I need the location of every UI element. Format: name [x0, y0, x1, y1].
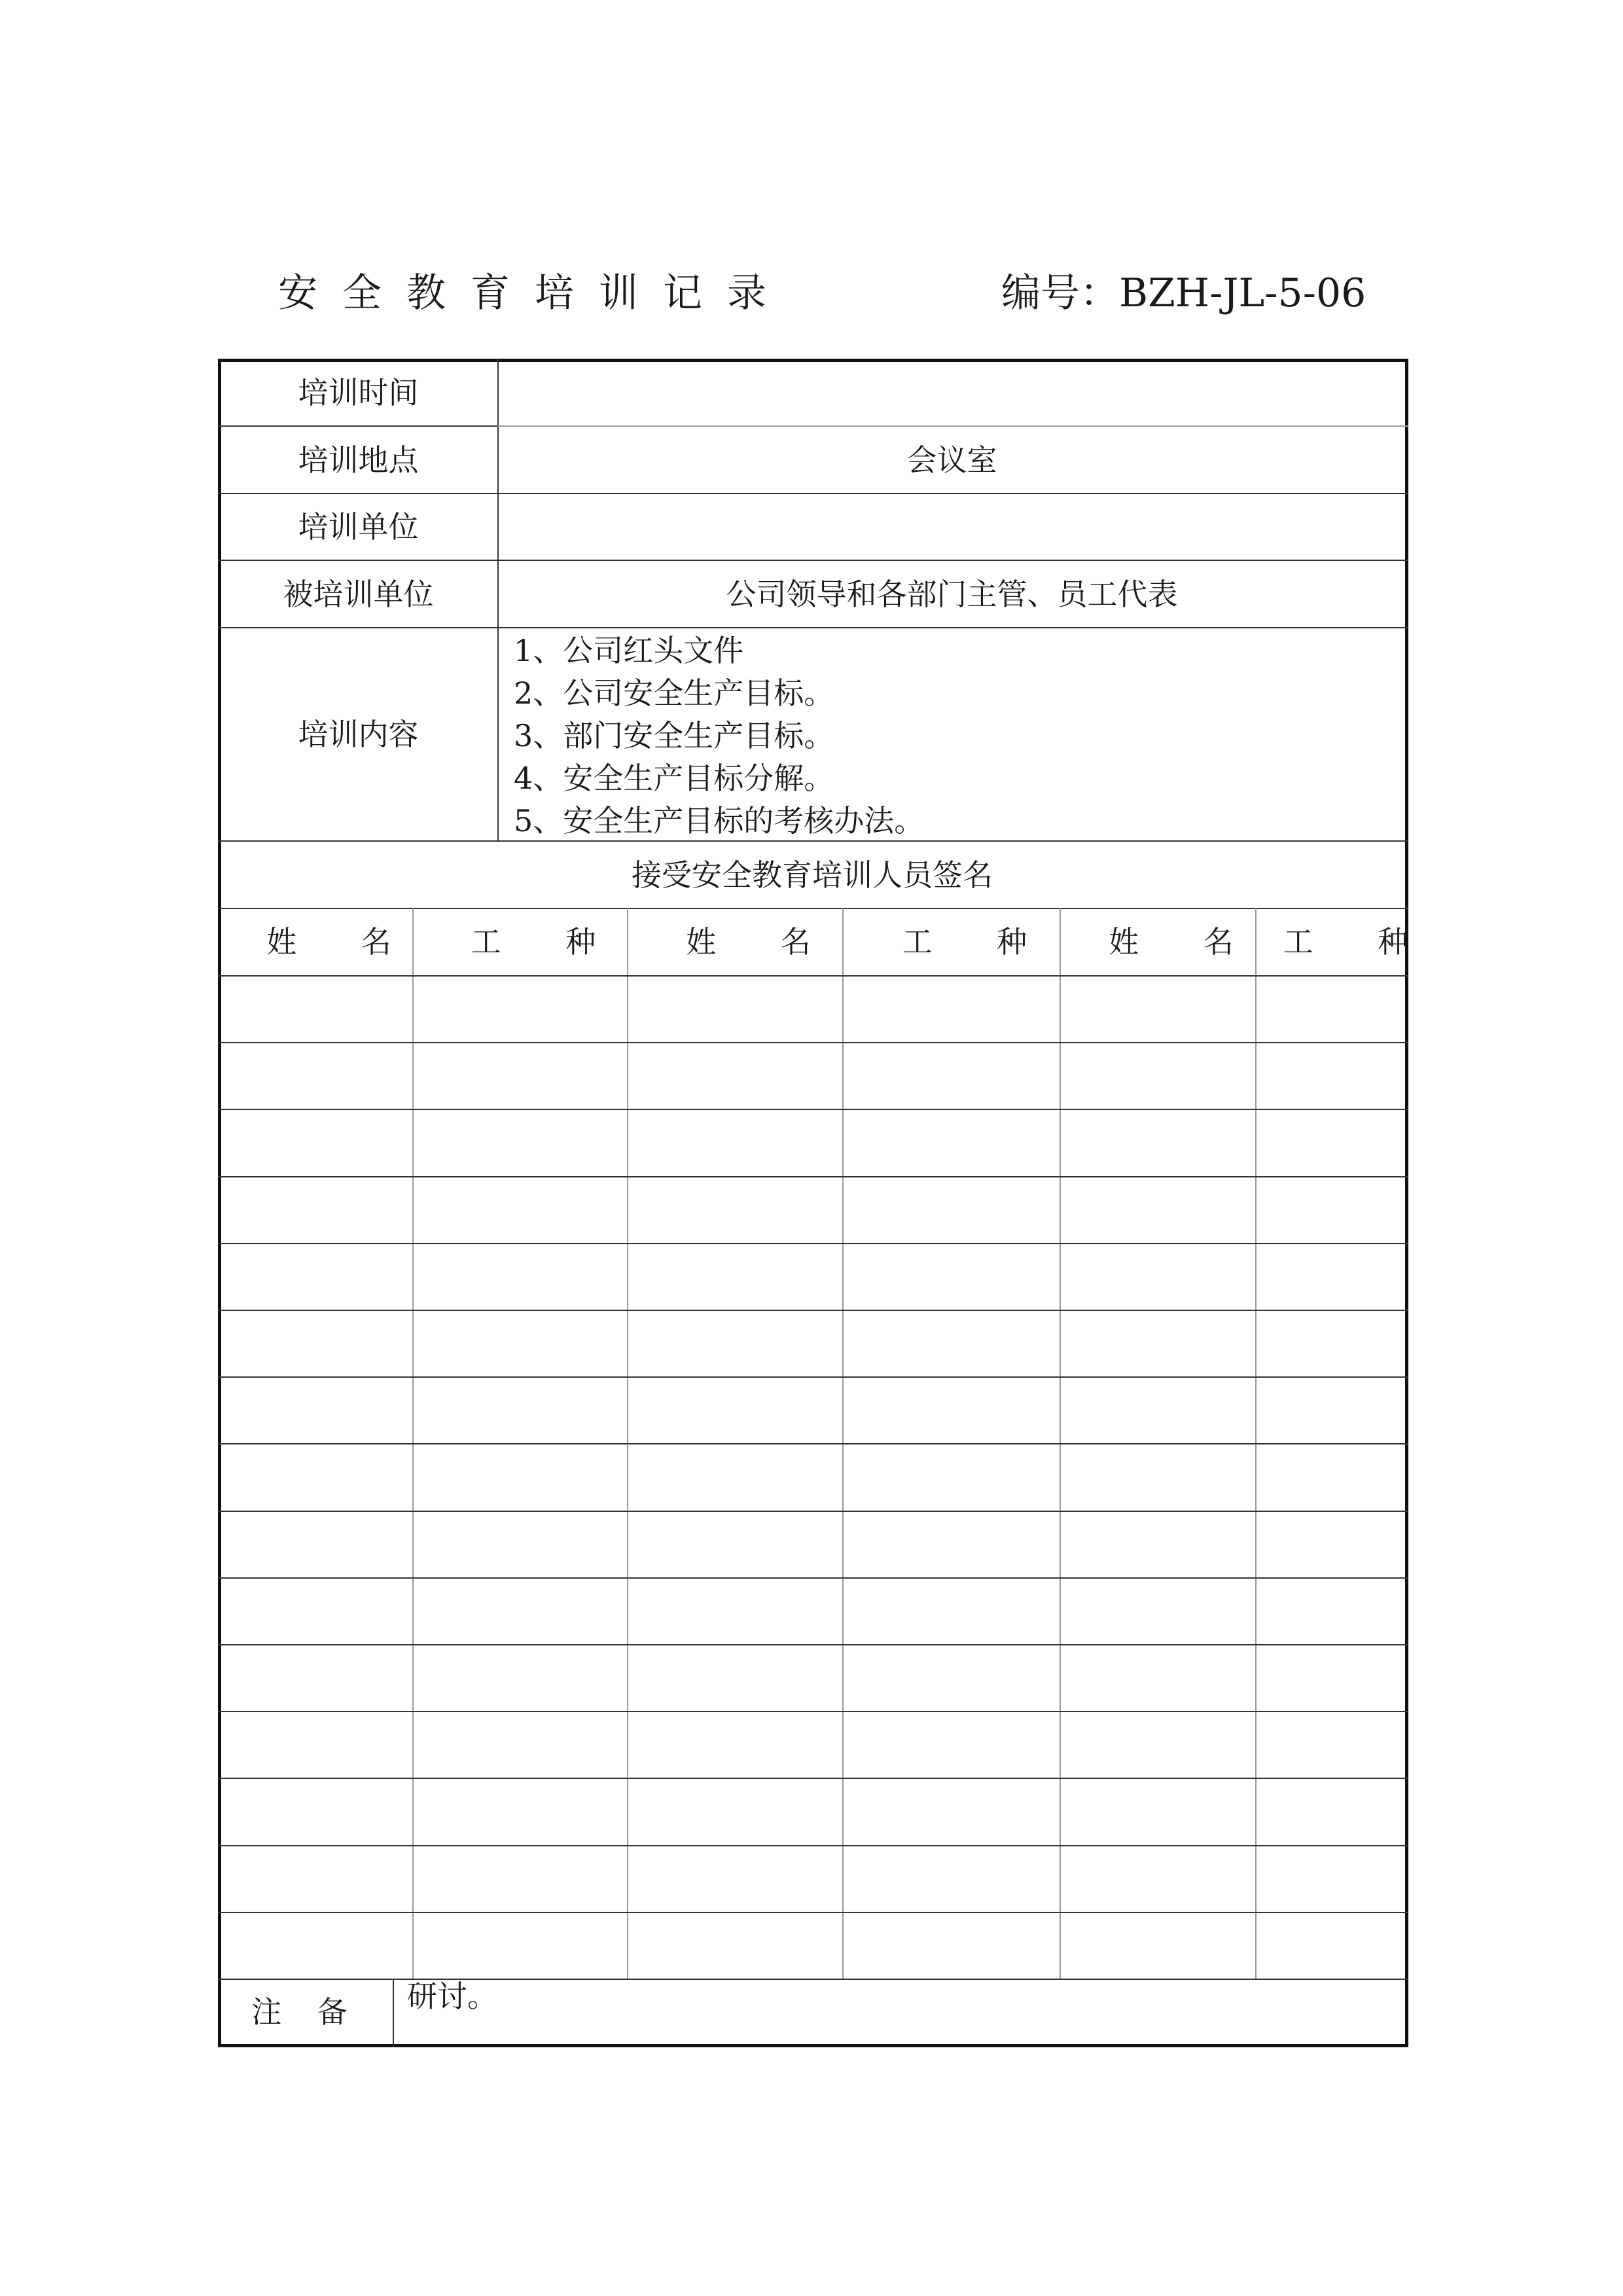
signature-name-cell[interactable] [1061, 1779, 1254, 1843]
signature-name-cell[interactable] [219, 1512, 411, 1576]
signature-job-cell[interactable] [414, 1244, 626, 1308]
signature-job-cell[interactable] [1257, 1913, 1407, 1977]
signature-job-cell[interactable] [844, 977, 1058, 1041]
signature-job-cell[interactable] [414, 1579, 626, 1643]
signature-name-cell[interactable] [628, 1110, 841, 1174]
signature-job-cell[interactable] [414, 1043, 626, 1107]
training-unit-label: 培训单位 [298, 509, 419, 545]
signature-job-cell[interactable] [414, 1712, 626, 1776]
signature-name-cell[interactable] [219, 1244, 411, 1308]
content-item: 1、公司红头文件 [514, 633, 744, 668]
signature-job-cell[interactable] [414, 1110, 626, 1174]
signature-column-header: 姓 名 [686, 924, 838, 960]
signature-name-cell[interactable] [1061, 1512, 1254, 1576]
trainee-unit-value[interactable]: 公司领导和各部门主管、员工代表 [726, 576, 1178, 612]
signature-name-cell[interactable] [628, 1913, 841, 1977]
training-time-value[interactable] [499, 360, 1405, 425]
signature-name-cell[interactable] [1061, 1244, 1254, 1308]
signature-name-cell[interactable] [1061, 977, 1254, 1041]
signature-name-cell[interactable] [1061, 1378, 1254, 1442]
signature-name-cell[interactable] [628, 1712, 841, 1776]
remarks-column-divider [393, 1979, 394, 2047]
signature-job-cell[interactable] [844, 1645, 1058, 1710]
signature-job-cell[interactable] [844, 1177, 1058, 1242]
signature-job-cell[interactable] [1257, 977, 1407, 1041]
content-item: 4、安全生产目标分解。 [514, 761, 834, 796]
signature-name-cell[interactable] [1061, 1311, 1254, 1375]
signature-name-cell[interactable] [628, 1177, 841, 1242]
signature-job-cell[interactable] [414, 1779, 626, 1843]
signature-job-cell[interactable] [414, 1378, 626, 1442]
signature-job-cell[interactable] [1257, 1846, 1407, 1910]
signature-name-cell[interactable] [219, 1311, 411, 1375]
signature-name-cell[interactable] [219, 1779, 411, 1843]
signature-job-cell[interactable] [1257, 1110, 1407, 1174]
content-item: 2、公司安全生产目标。 [514, 675, 834, 711]
signature-job-cell[interactable] [414, 1512, 626, 1576]
signature-name-cell[interactable] [1061, 1712, 1254, 1776]
signature-name-cell[interactable] [628, 1579, 841, 1643]
signature-job-cell[interactable] [414, 1177, 626, 1242]
signature-job-cell[interactable] [844, 1779, 1058, 1843]
signature-name-cell[interactable] [628, 1645, 841, 1710]
signature-job-cell[interactable] [844, 1378, 1058, 1442]
training-location-value[interactable]: 会议室 [906, 442, 997, 478]
content-item: 5、安全生产目标的考核办法。 [514, 803, 925, 838]
signature-name-cell[interactable] [1061, 1110, 1254, 1174]
signature-job-cell[interactable] [844, 1043, 1058, 1107]
signature-name-cell[interactable] [219, 1177, 411, 1242]
signature-job-cell[interactable] [1257, 1444, 1407, 1509]
signature-name-cell[interactable] [219, 1846, 411, 1910]
signature-job-cell[interactable] [844, 1913, 1058, 1977]
signature-job-cell[interactable] [414, 1444, 626, 1509]
signature-name-cell[interactable] [219, 1579, 411, 1643]
signature-job-cell[interactable] [844, 1244, 1058, 1308]
content-item: 3、部门安全生产目标。 [514, 718, 834, 753]
signature-name-cell[interactable] [219, 1645, 411, 1710]
signature-job-cell[interactable] [844, 1846, 1058, 1910]
training-content-list [514, 630, 924, 842]
signature-name-cell[interactable] [219, 1444, 411, 1509]
signature-job-cell[interactable] [414, 1846, 626, 1910]
signature-column-header: 工 种 [471, 924, 624, 960]
signature-name-cell[interactable] [628, 1043, 841, 1107]
signature-name-cell[interactable] [219, 1043, 411, 1107]
remarks-value[interactable]: 研讨。 [407, 1979, 497, 2014]
training-time-label: 培训时间 [298, 375, 419, 410]
trainee-unit-label: 被培训单位 [283, 576, 434, 612]
signature-name-cell[interactable] [219, 1913, 411, 1977]
signature-name-cell[interactable] [219, 1712, 411, 1776]
signature-name-cell[interactable] [219, 1378, 411, 1442]
signature-name-cell[interactable] [628, 1311, 841, 1375]
signature-job-cell[interactable] [844, 1444, 1058, 1509]
signature-job-cell[interactable] [414, 1311, 626, 1375]
training-location-label: 培训地点 [298, 442, 419, 478]
signature-job-cell[interactable] [414, 1913, 626, 1977]
remarks-label: 注 备 [251, 1994, 361, 2030]
signature-job-cell[interactable] [844, 1712, 1058, 1776]
signature-name-cell[interactable] [628, 1512, 841, 1576]
signature-name-cell[interactable] [219, 1110, 411, 1174]
signature-job-cell[interactable] [1257, 1378, 1407, 1442]
training-unit-value[interactable] [499, 494, 1405, 560]
signature-name-cell[interactable] [628, 1779, 841, 1843]
signature-job-cell[interactable] [844, 1512, 1058, 1576]
divider-remarks [218, 1979, 1408, 1980]
training-content-label: 培训内容 [298, 717, 419, 752]
page-title: 安全教育培训记录 [278, 270, 791, 316]
signature-job-cell[interactable] [414, 1645, 626, 1710]
signature-name-cell[interactable] [1061, 1579, 1254, 1643]
signature-column-header: 姓 名 [266, 924, 419, 960]
signature-name-cell[interactable] [1061, 1913, 1254, 1977]
signature-name-cell[interactable] [1061, 1846, 1254, 1910]
signature-name-cell[interactable] [628, 977, 841, 1041]
signature-name-cell[interactable] [1061, 1444, 1254, 1509]
signature-column-header: 姓 名 [1109, 924, 1261, 960]
signature-job-cell[interactable] [1257, 1177, 1407, 1242]
document-code: 编号：BZH-JL-5-06 [1001, 270, 1366, 316]
signature-column-header: 工 种 [902, 924, 1055, 960]
signature-job-cell[interactable] [1257, 1579, 1407, 1643]
signature-column-header: 工 种 [1283, 924, 1436, 960]
signature-job-cell[interactable] [1257, 1512, 1407, 1576]
signature-name-cell[interactable] [628, 1846, 841, 1910]
signature-name-cell[interactable] [1061, 1043, 1254, 1107]
signature-name-cell[interactable] [1061, 1645, 1254, 1710]
signature-job-cell[interactable] [414, 977, 626, 1041]
signature-name-cell[interactable] [628, 1444, 841, 1509]
signature-job-cell[interactable] [1257, 1779, 1407, 1843]
signature-name-cell[interactable] [628, 1378, 841, 1442]
signature-section-title: 接受安全教育培训人员签名 [632, 857, 993, 893]
signature-name-cell[interactable] [1061, 1177, 1254, 1242]
signature-job-cell[interactable] [1257, 1043, 1407, 1107]
signature-job-cell[interactable] [1257, 1244, 1407, 1308]
signature-job-cell[interactable] [844, 1311, 1058, 1375]
signature-name-cell[interactable] [219, 977, 411, 1041]
signature-job-cell[interactable] [844, 1579, 1058, 1643]
signature-name-cell[interactable] [628, 1244, 841, 1308]
signature-job-cell[interactable] [1257, 1712, 1407, 1776]
signature-job-cell[interactable] [1257, 1311, 1407, 1375]
signature-job-cell[interactable] [1257, 1645, 1407, 1710]
signature-job-cell[interactable] [844, 1110, 1058, 1174]
